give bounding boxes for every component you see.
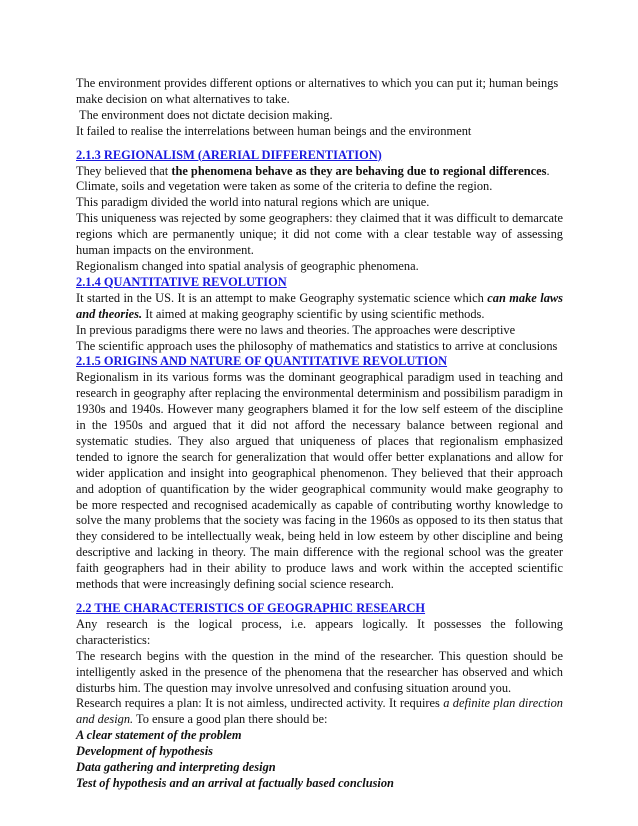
intro-paragraph-2: The environment does not dictate decision making. xyxy=(79,107,333,122)
intro-paragraph-3: It failed to realise the interrelations between human beings and the environment xyxy=(76,123,472,138)
regionalism-paragraph-1 xyxy=(76,164,563,180)
plan-item: Test of hypothesis and an arrival at factually based conclusion xyxy=(76,775,394,790)
section-heading-quantitative-revolution: 2.1.4 QUANTITATIVE REVOLUTION xyxy=(76,274,287,289)
characteristics-paragraph-2: The research begins with the question in the mind of the researcher. This question should be intelligently asked in the presence of the phenomena that the researcher has observed and which disturbs him. The question may involve unresolved and confusing situation around you. xyxy=(76,648,563,695)
text-run: It aimed at making geography scientific by using scientific methods. xyxy=(142,306,485,321)
document-page xyxy=(76,76,563,792)
characteristics-paragraph-3 xyxy=(76,696,563,728)
bold-italic-text-run: can make laws and theories. xyxy=(76,290,563,321)
regionalism-paragraph-3: This paradigm divided the world into natural regions which are unique. xyxy=(76,195,430,210)
regionalism-paragraph-5: Regionalism changed into spatial analysis of geographic phenomena. xyxy=(76,258,419,273)
italic-text-run: a definite plan direction and design. xyxy=(76,696,563,727)
spacer xyxy=(76,593,563,601)
section-heading-regionalism: 2.1.3 REGIONALISM (ARERIAL DIFFERENTIATION) xyxy=(76,147,382,162)
section-heading-origins: 2.1.5 ORIGINS AND NATURE OF QUANTITATIVE REVOLUTION xyxy=(76,354,448,369)
text-run: . xyxy=(546,163,550,178)
quantitative-paragraph-1 xyxy=(76,291,563,323)
text-run: To ensure a good plan there should be: xyxy=(133,712,328,727)
text-run: They believed that xyxy=(76,163,172,178)
plan-item: Development of hypothesis xyxy=(76,744,213,759)
text-run: It started in the US. It is an attempt to make Geography systematic science which xyxy=(76,290,488,305)
regionalism-paragraph-4: This uniqueness was rejected by some geographers: they claimed that it was difficult to demarcate regions which are permanently unique; it did not come with a clear testable way of assessing human impacts on the environment. xyxy=(76,211,563,258)
intro-paragraph-1: The environment provides different options or alternatives to which you can put it; human beings make decision on what alternatives to take. xyxy=(76,76,559,106)
quantitative-paragraph-3: The scientific approach uses the philosophy of mathematics and statistics to arrive at conclusions xyxy=(76,338,558,353)
spacer xyxy=(76,140,563,148)
plan-item: Data gathering and interpreting design xyxy=(76,760,276,775)
characteristics-paragraph-1: Any research is the logical process, i.e. appears logically. It possesses the following characteristics: xyxy=(76,616,563,647)
section-heading-characteristics: 2.2 THE CHARACTERISTICS OF GEOGRAPHIC RESEARCH xyxy=(76,601,426,615)
plan-item: A clear statement of the problem xyxy=(76,728,242,743)
text-run: Research requires a plan: It is not aimless, undirected activity. It requires xyxy=(76,696,444,711)
quantitative-paragraph-2: In previous paradigms there were no laws and theories. The approaches were descriptive xyxy=(76,322,516,337)
origins-paragraph-1: Regionalism in its various forms was the dominant geographical paradigm used in teaching and research in geography after replacing the environmental determinism and possibilism paradigm in 1930s and 1940s. However many geographers blamed it for the low self esteem of the discipline in the 1950s and argued that it did not afford the necessary balance between regional and systematic studies. They also argued that uniqueness of places that regionalism emphasized tended to ignore the search for generalization that would offer better explanations and allow for wider application and insight into geographical phenomenon. They believed that their approach and adoption of quantification by the wider geographical community would make geography to be more respected and recognised academically as capable of contributing worthy knowledge to solve the many problems that the society was facing in the 1960s as opposed to its then status that they considered to be intellectually weak, being held in low esteem by other discipline and being descriptive and lacking in theory. The main difference with the regional school was the greater faith geographers had in their ability to produce laws and work within the accepted scientific methods that were increasingly defining social science research. xyxy=(76,370,563,592)
regionalism-paragraph-2: Climate, soils and vegetation were taken as some of the criteria to define the region. xyxy=(76,179,493,194)
bold-text-run: the phenomena behave as they are behaving due to regional differences xyxy=(171,163,547,178)
